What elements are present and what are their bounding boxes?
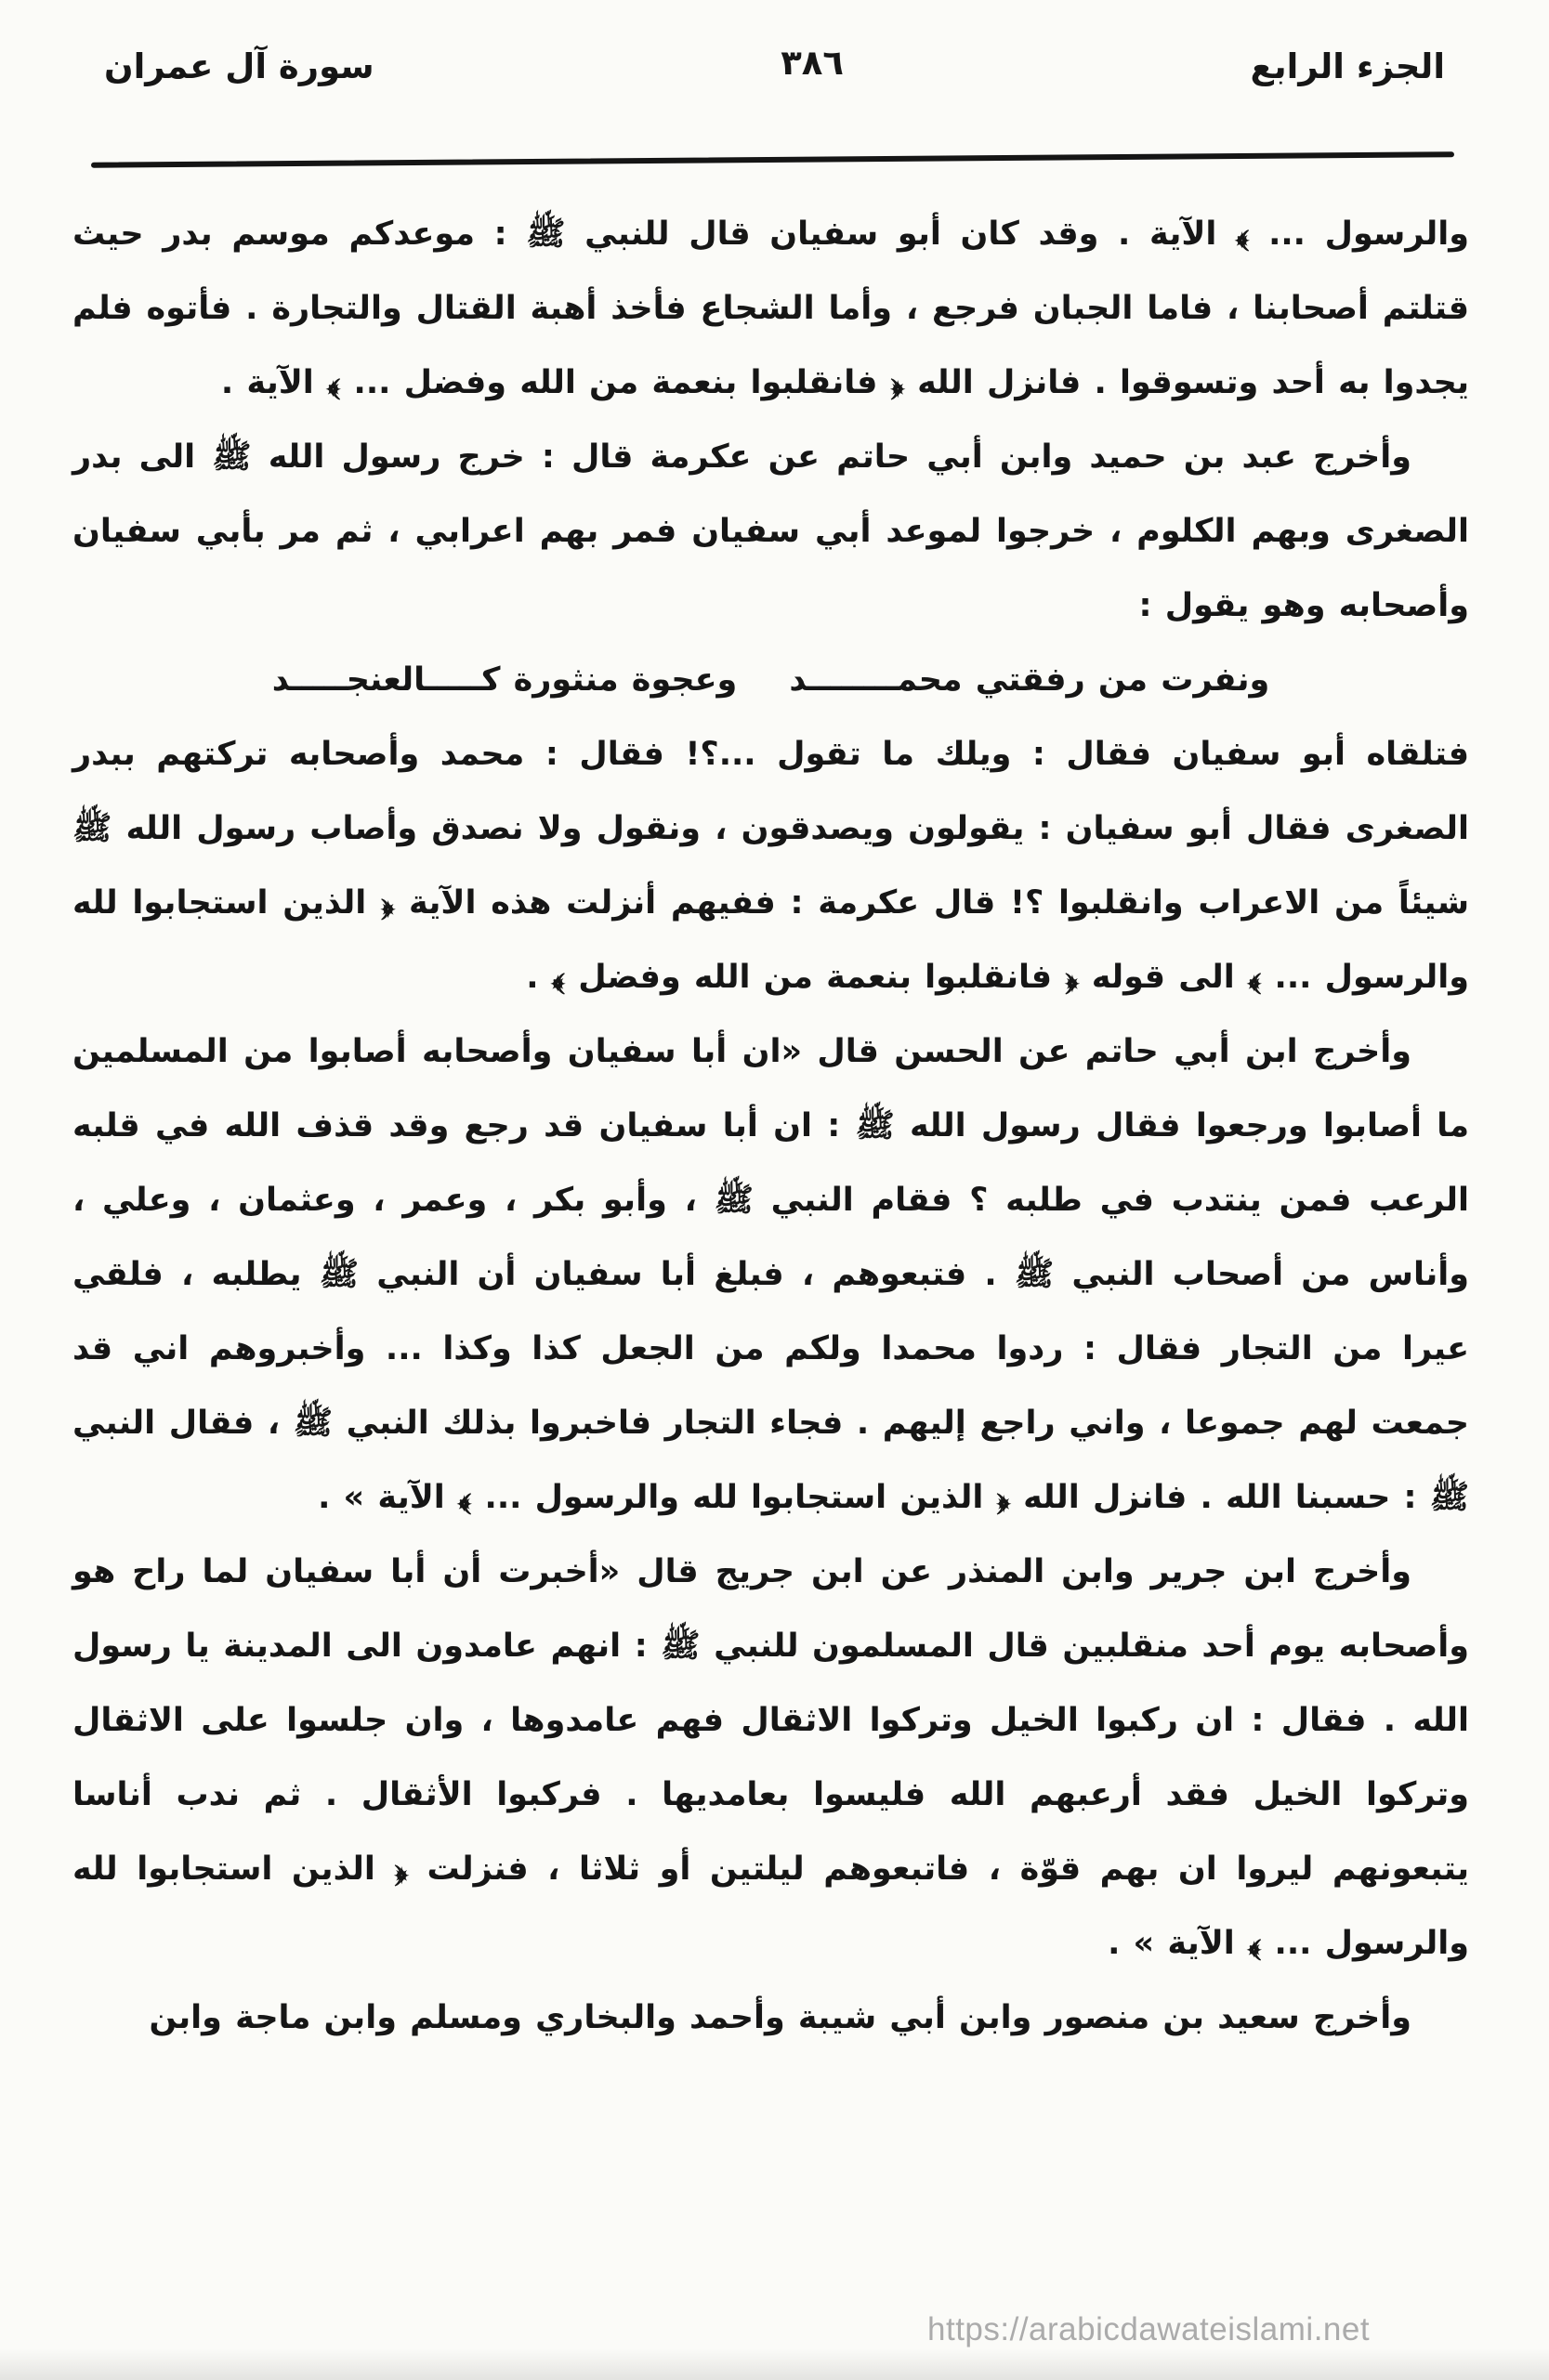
paragraph-narration-said-ibn-mansur: وأخرج سعيد بن منصور وابن أبي شيبة وأحمد والبخاري ومسلم وابن ماجة وابن: [149, 1999, 1411, 2036]
paragraph-narration-ikrimah: وأخرج عبد بن حميد وابن أبي حاتم عن عكرمة قال : خرج رسول الله ﷺ الى بدر الصغرى وبهم الكلوم ، خرجوا لموعد أبي سفيان فمر بهم اعرابي ، ثم مر بأبي سفيان وأصحابه وهو يقول :: [72, 438, 1469, 624]
paragraph-narration-hasan: وأخرج ابن أبي حاتم عن الحسن قال «ان أبا سفيان وأصحابه أصابوا من المسلمين ما أصابوا ورجعوا فقال رسول الله ﷺ : ان أبا سفيان قد رجع وقد قذف الله في قلبه الرعب فمن ينتدب في طلبه ؟ فقام النبي ﷺ ، وأبو بكر ، وعمر ، وعثمان ، وعلي ، وأناس من أصحاب النبي ﷺ . فتبعوهم ، فبلغ أبا سفيان أن النبي ﷺ يطلبه ، فلقي عيرا من التجار فقال : ردوا محمدا ولكم من الجعل كذا وكذا ... وأخبروهم اني قد جمعت لهم جموعا ، واني راجع إليهم . فجاء التجار فاخبروا بذلك النبي ﷺ ، فقال النبي ﷺ : حسبنا الله . فانزل الله ﴿ الذين استجابوا لله والرسول ... ﴾ الآية » .: [72, 1033, 1469, 1516]
header-surah-title: سورة آل عمران: [104, 46, 374, 86]
page-body-text: [72, 197, 1469, 2055]
verse-left-hemistich: وعجوة منثورة كـــــالعنجـــــد: [271, 661, 738, 699]
scan-bottom-shadow: [0, 2348, 1549, 2380]
header-page-number: ٣٨٦: [781, 43, 844, 83]
header-juz-title: الجزء الرابع: [1250, 46, 1445, 86]
verse-right-hemistich: ونفرت من رفقتي محمــــــــد: [789, 661, 1270, 699]
watermark-url: https://arabicdawateislami.net: [927, 2311, 1371, 2347]
header-divider-rule: [91, 151, 1454, 168]
paragraph-abu-sufyan-dialogue: فتلقاه أبو سفيان فقال : ويلك ما تقول ...؟! فقال : محمد وأصحابه تركتهم ببدر الصغرى فقال أبو سفيان : يقولون ويصدقون ، ونقول ولا نصدق وأصاب رسول الله ﷺ شيئاً من الاعراب وانقلبوا ؟! قال عكرمة : ففيهم أنزلت هذه الآية ﴿ الذين استجابوا لله والرسول ... ﴾ الى قوله ﴿ فانقلبوا بنعمة من الله وفضل ﴾ .: [72, 736, 1469, 996]
page-header: [104, 39, 1445, 94]
poetry-couplet: [72, 643, 1469, 717]
paragraph-narration-ibn-jurayj: وأخرج ابن جرير وابن المنذر عن ابن جريج قال «أخبرت أن أبا سفيان لما راح هو وأصحابه يوم أحد منقلبين قال المسلمون للنبي ﷺ : انهم عامدون الى المدينة يا رسول الله . فقال : ان ركبوا الخيل وتركوا الاثقال فهم عامدوها ، وان جلسوا على الاثقال وتركوا الخيل فقد أرعبهم الله فليسوا بعامديها . فركبوا الأثقال . ثم ندب أناسا يتبعونهم ليروا ان بهم قوّة ، فاتبعوهم ليلتين أو ثلاثا ، فنزلت ﴿ الذين استجابوا لله والرسول ... ﴾ الآية » .: [72, 1553, 1469, 1962]
paragraph-continuation-ayah: والرسول ... ﴾ الآية . وقد كان أبو سفيان قال للنبي ﷺ : موعدكم موسم بدر حيث قتلتم أصحابنا ، فاما الجبان فرجع ، وأما الشجاع فأخذ أهبة القتال والتجارة . فأتوه فلم يجدوا به أحد وتسوقوا . فانزل الله ﴿ فانقلبوا بنعمة من الله وفضل ... ﴾ الآية .: [72, 216, 1469, 401]
